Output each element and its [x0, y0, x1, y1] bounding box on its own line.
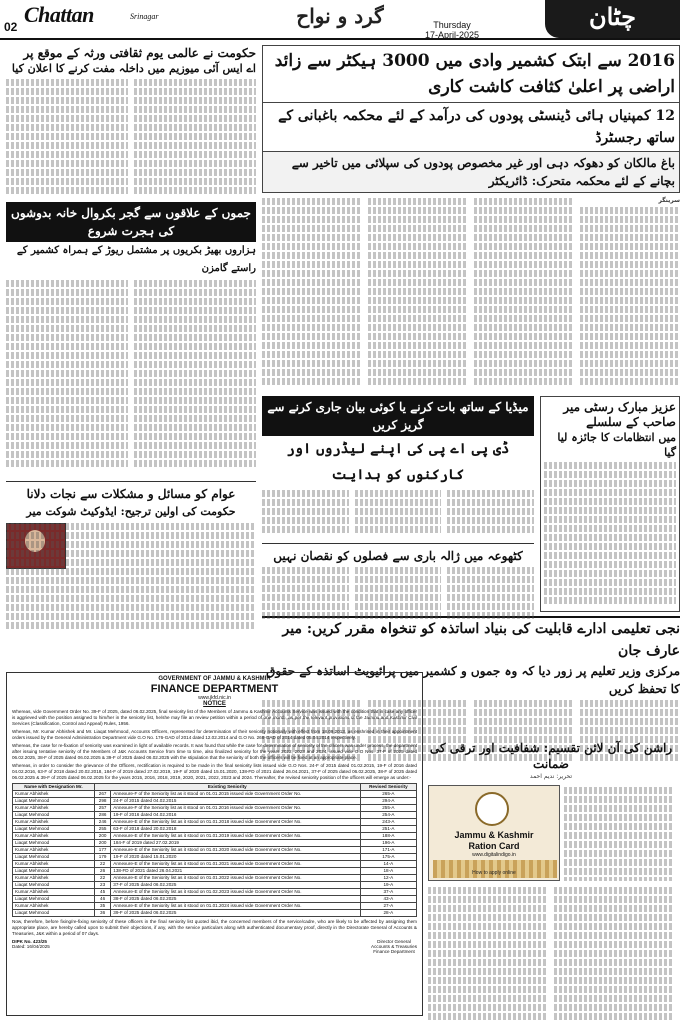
lead-column	[368, 196, 468, 392]
table-cell: 255-A	[360, 805, 416, 812]
table-row	[13, 833, 417, 840]
table-cell: Liaqat Mehmood	[13, 882, 95, 889]
table-cell: 14-A	[360, 861, 416, 868]
ad-title: Jammu & Kashmir	[454, 830, 534, 840]
table-cell: Annexure-E of the Seniority list as it stood on 01.01.2022 issued vide Government Order No.	[111, 875, 360, 882]
table-row	[13, 812, 417, 819]
table-row	[13, 805, 417, 812]
media-headline: میڈیا کے ساتھ بات کرنے یا کوئی بیان جاری کرنے سے گریز کریں	[262, 396, 534, 436]
table-row	[13, 854, 417, 861]
lead-headline-2: 12 کمپنیاں ہائی ڈینسٹی پودوں کی درآمد کے لئے محکمہ باغبانی کے ساتھ رجسٹرڈ	[262, 103, 680, 152]
table-cell: 286	[94, 812, 110, 819]
ration-headline: راشن کی آن لائن تقسیم: شفافیت اور ترقی کی ضمانت	[429, 741, 673, 771]
table-row	[13, 868, 417, 875]
table-cell: 251-A	[360, 826, 416, 833]
table-cell: 27-A	[360, 903, 416, 910]
lead-column	[580, 196, 680, 392]
media-subhead: ڈی پی اے پی کی اپنے لیڈروں اور کارکنوں کو ہدایت	[286, 441, 510, 483]
heritage-subhead: اے ایس آئی میوزیم میں داخلہ مفت کرنے کا اعلان کیا	[11, 62, 256, 75]
notice-department: FINANCE DEPARTMENT	[150, 683, 279, 695]
table-cell: Kumar Abhishek	[13, 805, 95, 812]
brand-subtitle: Srinagar	[130, 12, 159, 21]
table-row	[13, 847, 417, 854]
table-row	[13, 798, 417, 805]
jammu-headline: جموں کے علاقوں سے گجر بکروال خانہ بدوشوں کی ہجرت شروع	[6, 202, 256, 242]
table-cell: Kumar Abhishek	[13, 861, 95, 868]
mubarak-story	[540, 396, 680, 612]
mubarak-headline: عزیز مبارک رسٹی میر صاحب کے سلسلے	[563, 400, 676, 429]
table-cell: 28-A	[360, 910, 416, 917]
table-row	[13, 826, 417, 833]
table-row	[13, 791, 417, 798]
table-row	[13, 910, 417, 917]
table-cell: 255	[94, 826, 110, 833]
notice-paragraph: Whereas, Mr. Kumar Abhishek and Mr. Liaqat Mehmood, Accounts Officers, represented for determination of their seniority notionally with effect from 18.09.2013, as enshrined in their appointment orders issued by the General Administration Department vide G.O No. 176-GAD of 2014 dated 12.02.2014 and G.O No. 268-GAD of 2014 dated 05.04.2014 respectively.	[12, 729, 417, 740]
table-cell: 138-FD of 2021 dated 26.04.2021	[111, 868, 360, 875]
page-number: 02	[4, 20, 18, 34]
dipk-number: DIPK No. 423/25	[12, 939, 47, 944]
table-cell: 177	[94, 847, 110, 854]
newspaper-logo: چٹان	[545, 0, 680, 38]
notice-paragraph: Now, therefore, before fixing/re-fixing seniority of these officers in the final seniority list quoted ibid, the concerned members of the service/cadre, who are likely to be affected by assigning them appropriate place, are hereby called upon to submit their objections, if any, with the service particulars along with authenticated documentary proof, directly in the Directorate General of Accounts & Treasuries, J&K within a period of 07 days.	[12, 919, 417, 936]
table-cell: 12-A	[360, 875, 416, 882]
brand-name: Chattan	[24, 2, 94, 27]
ad-title: Ration Card	[468, 841, 520, 851]
table-cell: Annexure-E of the Seniority list as it stood on 01.02.2023 issued vide Government Order No.	[111, 889, 360, 896]
table-cell: Annexure-E of the Seniority list as it stood on 01.01.2019 issued vide Government Order No.	[111, 833, 360, 840]
table-cell: Kumar Abhishek	[13, 819, 95, 826]
weekday: Thursday	[433, 20, 471, 30]
table-cell: Liaqat Mehmood	[13, 840, 95, 847]
table-cell: 26	[94, 868, 110, 875]
heritage-headline: حکومت نے عالمی یوم ثقافتی ورثہ کے موقع پر	[23, 46, 256, 60]
table-cell: Kumar Abhishek	[13, 847, 95, 854]
table-cell: 19-F of 2016 dated 04.02.2016	[111, 812, 360, 819]
notice-government: GOVERNMENT OF JAMMU & KASHMIR	[158, 676, 271, 682]
table-cell: Liaqat Mehmood	[13, 910, 95, 917]
lead-column	[474, 196, 574, 392]
table-cell: Kumar Abhishek	[13, 903, 95, 910]
table-cell: Annexure-E of the Seniority list as it stood on 01.01.2021 issued vide Government Order No.	[111, 861, 360, 868]
table-cell: Annexure-E of the Seniority list as it stood on 01.01.2020 issued vide Government Order No.	[111, 847, 360, 854]
table-row	[13, 889, 417, 896]
table-cell: Liaqat Mehmood	[13, 826, 95, 833]
table-cell: 246	[94, 819, 110, 826]
table-cell: 24-F of 2015 dated 04.02.2015	[111, 798, 360, 805]
ration-story	[428, 740, 674, 1016]
table-cell: 18-A	[360, 868, 416, 875]
left-column	[6, 45, 256, 641]
table-row	[13, 819, 417, 826]
ration-byline: تحریر: ندیم احمد	[529, 773, 573, 780]
table-cell: 36	[94, 910, 110, 917]
lead-headline-1: 2016 سے ابتک کشمیر وادی میں 3000 ہیکٹر سے زائد اراضی پر اعلیٰ کثافت کاشت کاری	[262, 45, 680, 103]
table-row	[13, 861, 417, 868]
column-header: Name with Designation Mr.	[13, 784, 95, 791]
public-headline: عوام کو مسائل و مشکلات سے نجات دلانا	[26, 487, 236, 501]
lead-dateline: سرینگر	[658, 197, 680, 204]
table-cell: Liaqat Mehmood	[13, 896, 95, 903]
signatory-line: Accounts & Treasuries	[371, 944, 417, 949]
middle-row	[262, 396, 680, 612]
lead-story	[262, 45, 680, 768]
table-cell: 39-F of 2025 dated 06.02.2025	[111, 910, 360, 917]
signatory-line: Finance Department	[373, 949, 415, 954]
ad-url: www.digitalindigo.in	[472, 852, 516, 858]
table-cell: 35	[94, 903, 110, 910]
table-row	[13, 875, 417, 882]
table-cell: Liaqat Mehmood	[13, 854, 95, 861]
seniority-table	[12, 783, 417, 917]
notice-paragraph: Whereas, vide Government Order No. 39-F of 2025, dated 06.02.2025, final seniority list of the Members of Jammu & Kashmir Accounts Service was issued with the condition that in case any officer is aggrieved with the position assigned to him/her in the seniority list, he/she may file an review petition within a period of one month, as per the relevant provisions of the Jammu and Kashmir Civil Services (Classification, Control and Appeal) Rules, 1956.	[12, 709, 417, 726]
table-cell: 46	[94, 896, 110, 903]
table-cell: Annexure-E of the Seniority list as it stood on 01.01.2018 issued vide Government Order No.	[111, 819, 360, 826]
table-cell: Annexure-F of the Seniority list as it stood on 01.01.2016 issued vide Government Order No.	[111, 805, 360, 812]
column-header: Revised Seniority	[360, 784, 416, 791]
table-cell: 22	[94, 861, 110, 868]
notice-url: www.jkfd.nic.in	[198, 695, 231, 701]
education-subhead: مرکزی وزیر تعلیم پر زور دیا کہ وہ جموں و کشمیر میں پرائیویٹ اساتذہ کے حقوق کا تحفظ کریں	[266, 664, 680, 696]
table-row	[13, 903, 417, 910]
lead-headline-3: باغ مالکان کو دھوکہ دہی اور غیر مخصوص پودوں کی سپلائی میں تاخیر سے بچانے کے لئے محکمہ متحرک: ڈائریکٹر	[262, 152, 680, 193]
table-cell: 23	[94, 882, 110, 889]
table-cell: 179	[94, 854, 110, 861]
masthead	[0, 0, 680, 40]
table-cell: 37-A	[360, 889, 416, 896]
ad-caption: How to apply online	[472, 870, 516, 876]
table-cell: 63-F of 2018 dated 20.02.2018	[111, 826, 360, 833]
table-cell: 22	[94, 875, 110, 882]
table-cell: Kumar Abhishek	[13, 889, 95, 896]
table-cell: 19-F of 2020 dated 15.01.2020	[111, 854, 360, 861]
mubarak-subhead: میں انتظامات کا جائزہ لیا گیا	[557, 431, 676, 459]
table-cell: 196-A	[360, 840, 416, 847]
table-cell: 45	[94, 889, 110, 896]
table-cell: 265-A	[360, 791, 416, 798]
table-row	[13, 840, 417, 847]
table-cell: 200	[94, 833, 110, 840]
date-block	[425, 20, 479, 40]
table-cell: Annexure-F of the Seniority list as it stood on 01.01.2015 issued vide Government Order No.	[111, 791, 360, 798]
public-subhead: حکومت کی اولین ترجیح: ایڈوکیٹ شوکت میر	[26, 505, 236, 518]
table-cell: 254-A	[360, 812, 416, 819]
table-row	[13, 896, 417, 903]
notice-paragraph: Whereas, in order to consider the grievance of the Officers, rectification is required to be made in the final seniority lists issued vide G.O Nos. 24-F of 2015 dated 01.02.2015, 19-F of 2016 dated 04.02.2016, 63-F of 2018 dated 20.02.2018, 184-F of 2019 dated 27.02.2019, 19-F of 2020 dated 15.01.2020, 138-FD of 2021 dated 26.04.2021, 37-F of 2025 dated 06.02.2025, 38-F of 2025 dated 06.02.2025 & 39-F of 2025 dated 06.02.2025 for the years 2015, 2016, 2018, 2019, 2020, 2021, 2022, 2023 and 2024. Thereafter, the revised seniority position of the officers will emerge as under:-	[12, 763, 417, 780]
table-cell: 43-A	[360, 896, 416, 903]
table-cell: Liaqat Mehmood	[13, 812, 95, 819]
lead-body	[262, 196, 680, 392]
table-cell: 19-A	[360, 882, 416, 889]
table-cell: 298	[94, 798, 110, 805]
table-cell: 243-A	[360, 819, 416, 826]
jammu-subhead: ہزاروں بھیڑ بکریوں پر مشتمل ریوڑ کے ہمراہ کشمیر کے راستے گامزن	[16, 245, 256, 274]
education-headline: نجی تعلیمی ادارے قابلیت کی بنیاد اساتذہ کو تنخواہ مقرر کریں: میر عارف جان	[262, 616, 680, 662]
table-cell: 171-A	[360, 847, 416, 854]
table-cell: 257	[94, 805, 110, 812]
column-header: Existing Seniority	[94, 784, 360, 791]
table-cell: Kumar Abhishek	[13, 833, 95, 840]
table-cell: 184-F of 2019 dated 27.02.2019	[111, 840, 360, 847]
table-cell: Kumar Abhishek	[13, 875, 95, 882]
emblem-icon	[475, 792, 509, 826]
notice-title: NOTICE	[203, 701, 226, 707]
table-cell: Liaqat Mehmood	[13, 798, 95, 805]
table-cell: 38-F of 2025 dated 06.02.2025	[111, 896, 360, 903]
finance-notice	[6, 672, 423, 1016]
table-cell: 200	[94, 840, 110, 847]
table-cell: Liaqat Mehmood	[13, 868, 95, 875]
kathua-headline: کٹھوعہ میں ژالہ باری سے فصلوں کو نقصان نہیں	[273, 549, 523, 563]
table-cell: 188-A	[360, 833, 416, 840]
issue-date: 17-April-2025	[425, 30, 480, 40]
ration-card-ad	[428, 785, 560, 881]
signatory-line: Director General	[377, 939, 411, 944]
table-row	[13, 882, 417, 889]
notice-date: Dated: 16/04/2025	[12, 944, 50, 949]
lead-column	[262, 196, 362, 392]
table-cell: 175-A	[360, 854, 416, 861]
section-title: گرد و نواح	[296, 4, 384, 28]
media-story	[262, 396, 534, 612]
table-cell: Kumar Abhishek	[13, 791, 95, 798]
table-cell: 37-F of 2025 dated 06.02.2025	[111, 882, 360, 889]
notice-paragraph: Whereas, the case for re-fixation of seniority was examined in light of available records. It was found that while the case for determination of seniority of the officers was under process, the department after issuing tentative seniority of the Members of J&K Accounts Service from time to time, also finalized seniority for the years 2022, 2023 and 2024, issued vide G.O Nos. 37-F of 2025 dated 06.02.2025, 38-F of 2025 dated 06.02.2025 & 39-F of 2025 dated 06.02.2025 with the stipulation that the seniority of both the officers will be fixed at an appropriate place.	[12, 743, 417, 760]
table-cell: 267	[94, 791, 110, 798]
table-cell: 294-A	[360, 798, 416, 805]
table-cell: Annexure-E of the Seniority list as it stood on 01.01.2024 issued vide Government Order No.	[111, 903, 360, 910]
